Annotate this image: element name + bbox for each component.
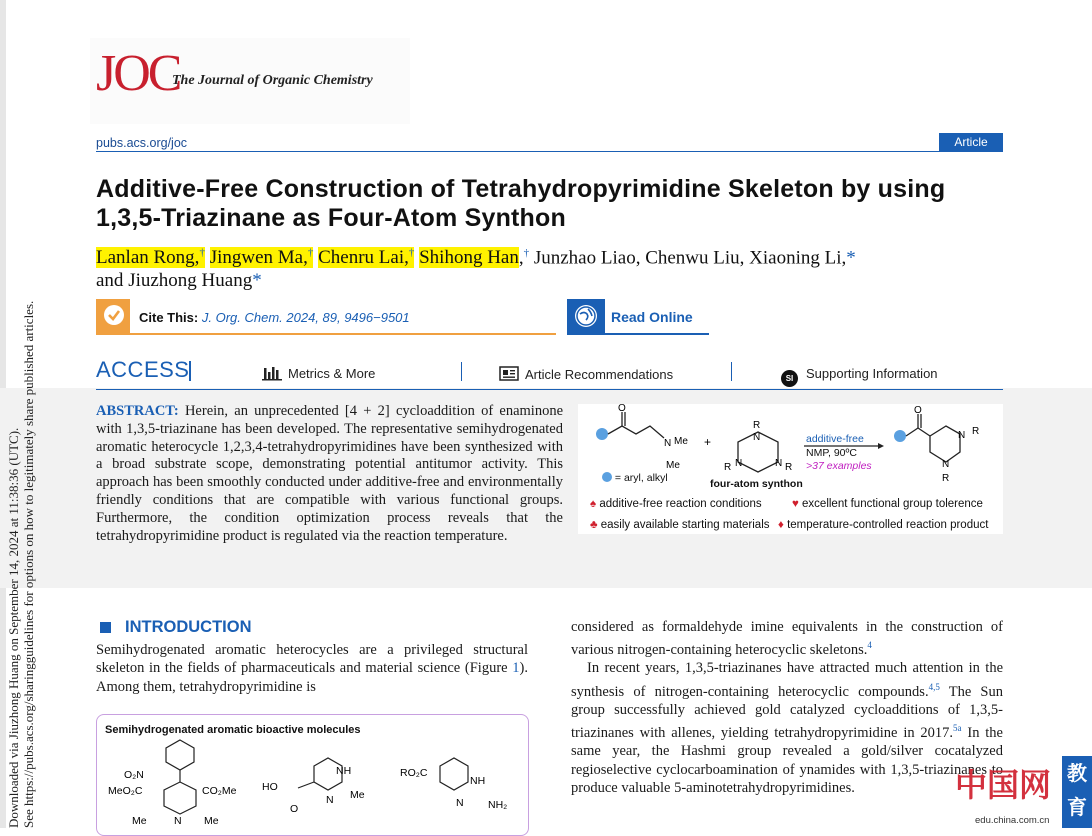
svg-text:Me: Me: [204, 815, 219, 827]
svg-text:O: O: [914, 405, 922, 416]
svg-text:>37 examples: >37 examples: [806, 460, 872, 472]
toc-bullet-4: ♦ temperature-controlled reaction product: [778, 519, 989, 531]
svg-text:Me: Me: [674, 436, 688, 447]
access-divider: [189, 361, 191, 381]
journal-logo: JOC: [96, 45, 180, 102]
access-rule: [96, 389, 1003, 390]
svg-text:R: R: [753, 420, 761, 431]
author-liu[interactable]: Chenwu Liu,: [645, 247, 745, 269]
introduction-heading: INTRODUCTION: [125, 618, 252, 636]
ref-4-5-link[interactable]: 4,5: [928, 681, 940, 692]
svg-text:R: R: [785, 462, 793, 473]
svg-text:O: O: [290, 803, 299, 815]
svg-text:N: N: [456, 797, 464, 809]
nav-divider: [731, 362, 732, 381]
china-net-url: edu.china.com.cn: [975, 815, 1050, 826]
legend-dot: [602, 472, 612, 482]
author-han[interactable]: Shihong Han: [419, 247, 519, 269]
toc-graphic: [578, 404, 1003, 534]
o-label: O: [618, 403, 626, 414]
toc-bullet-3: ♣ easily available starting materials: [590, 519, 770, 531]
svg-text:NMP, 90ºC: NMP, 90ºC: [806, 447, 857, 459]
cite-text: Cite This: J. Org. Chem. 2024, 89, 9496−9501: [139, 310, 410, 325]
watermark-line-2: See https://pubs.acs.org/sharingguidelines for options on how to legitimately share published articles.: [21, 300, 36, 828]
china-net-logo: 中国网: [955, 766, 1052, 804]
svg-text:NH₂: NH₂: [488, 799, 508, 811]
recommendations-link[interactable]: Article Recommendations: [499, 366, 673, 382]
metrics-link[interactable]: Metrics & More: [262, 366, 375, 381]
svg-text:N: N: [174, 815, 182, 827]
figure-1-title: Semihydrogenated aromatic bioactive molecules: [105, 724, 361, 736]
svg-text:NH: NH: [470, 775, 486, 787]
journal-url-link[interactable]: pubs.acs.org/joc: [96, 136, 188, 150]
toc-bullet-1: ♠ additive-free reaction conditions: [590, 498, 762, 510]
bar-chart-icon: [262, 366, 282, 380]
svg-text:HO: HO: [262, 781, 278, 793]
education-badge[interactable]: 教 育: [1062, 756, 1092, 828]
svg-text:N: N: [958, 430, 966, 441]
svg-text:N: N: [775, 458, 783, 469]
author-huang[interactable]: Jiuzhong Huang*: [128, 270, 262, 292]
arrow-top-label: additive-free: [806, 433, 864, 445]
svg-text:Me: Me: [132, 815, 147, 827]
article-title: Additive-Free Construction of Tetrahydropyrimidine Skeleton by using 1,3,5-Triazinane as Four-Atom Synthon: [96, 175, 946, 232]
intro-column-2: considered as formaldehyde imine equivalents in the construction of various nitrogen-containing heterocyclic skeletons.$^4$ In recent years, 1,3,5-triazinanes have attracted much attention in the synthesis of nitrogen-containing heterocyclic compounds.$^{4,5}$ The Sun group successfully achieved gold catalyzed cycloadditions of 1,3,5-triazinanes with allenes, yielding tetrahydropyrimidine in 2017.$^{5a}$ In the same year, the Hashmi group revealed a gold/silver cocatalyzed regioselective cyclocarboamination of ynamides with 1,3,5-triazinanes to produce valuable 5-aminotetrahydropyrimidines.: [571, 619, 1003, 796]
toc-bullet-2: ♥ excellent functional group tolerence: [792, 498, 983, 510]
header-rule: [96, 151, 1003, 152]
watermark-line-1: Downloaded via Jiuzhong Huang on September 14, 2024 at 11:38:36 (UTC).: [6, 427, 21, 828]
access-label: ACCESS: [96, 357, 190, 382]
section-marker: [100, 622, 111, 633]
author-ma[interactable]: Jingwen Ma,†: [209, 247, 314, 269]
download-watermark: [6, 301, 36, 828]
svg-text:RO₂C: RO₂C: [400, 767, 428, 779]
article-type-badge: Article: [939, 133, 1003, 151]
globe-icon: [575, 305, 597, 327]
svg-text:MeO₂C: MeO₂C: [108, 785, 143, 797]
svg-text:N: N: [942, 459, 950, 470]
svg-text:+: +: [704, 435, 712, 449]
author-lai[interactable]: Chenru Lai,†: [318, 247, 415, 269]
svg-text:Me: Me: [666, 460, 680, 471]
author-liao[interactable]: Junzhao Liao,: [533, 247, 641, 269]
ref-5a-link[interactable]: 5a: [953, 723, 962, 734]
toc-synthon-label: four-atom synthon: [710, 478, 803, 490]
supporting-info-link[interactable]: SI Supporting Information: [781, 366, 938, 387]
svg-text:R: R: [972, 426, 980, 437]
svg-text:R: R: [724, 462, 732, 473]
si-icon: SI: [781, 370, 798, 387]
ref-4-link[interactable]: 4: [867, 640, 872, 651]
document-icon: [499, 366, 519, 381]
svg-text:R: R: [942, 473, 950, 484]
intro-column-1: Semihydrogenated aromatic heterocycles are a privileged structural skeleton in the fields of pharmaceuticals and material science (Figure 1). Among them, tetrahydropyrimidine is: [96, 642, 528, 695]
svg-text:N: N: [664, 438, 672, 449]
abstract-text: ABSTRACT: Herein, an unprecedented [4 + 2] cycloaddition of enaminone with 1,3,5-triazinane has been developed. The representative semihydrogenated aromatic heterocycle 1,2,3,4-tetrahydropyrimidines have been synthesized with a broad substrate scope, demonstrating potential antitumor activity. This approach has been smoothly conducted under additive-free and environmentally friendly conditions that are compatible with various functional groups. Furthermore, the condition optimization process reveals that the tetrahydropyrimidine product is regulated via the reaction temperature.: [96, 403, 564, 544]
cite-reference[interactable]: J. Org. Chem. 2024, 89, 9496−9501: [201, 310, 410, 325]
svg-text:NH: NH: [336, 765, 352, 777]
figure-1-structures: [100, 740, 520, 827]
read-online-label[interactable]: Read Online: [611, 309, 693, 325]
svg-text:N: N: [735, 458, 743, 469]
nav-divider: [461, 362, 462, 381]
journal-name: The Journal of Organic Chemistry: [172, 73, 373, 88]
svg-text:N: N: [753, 432, 761, 443]
author-li[interactable]: Xiaoning Li,*: [749, 247, 856, 269]
svg-text:Me: Me: [350, 789, 365, 801]
toc-legend: = aryl, alkyl: [602, 472, 668, 484]
author-rong[interactable]: Lanlan Rong,†: [96, 247, 205, 269]
svg-text:CO₂Me: CO₂Me: [202, 785, 237, 797]
figure-1-link[interactable]: 1: [512, 660, 520, 677]
author-list: Lanlan Rong,† Jingwen Ma,† Chenru Lai,† Shihong Han,† Junzhao Liao, Chenwu Liu, Xiaoning Li,* and Jiuzhong Huang*: [96, 247, 856, 292]
check-icon: [104, 305, 124, 325]
svg-text:O₂N: O₂N: [124, 769, 144, 781]
author-and: and: [96, 270, 124, 292]
svg-text:N: N: [326, 794, 334, 806]
